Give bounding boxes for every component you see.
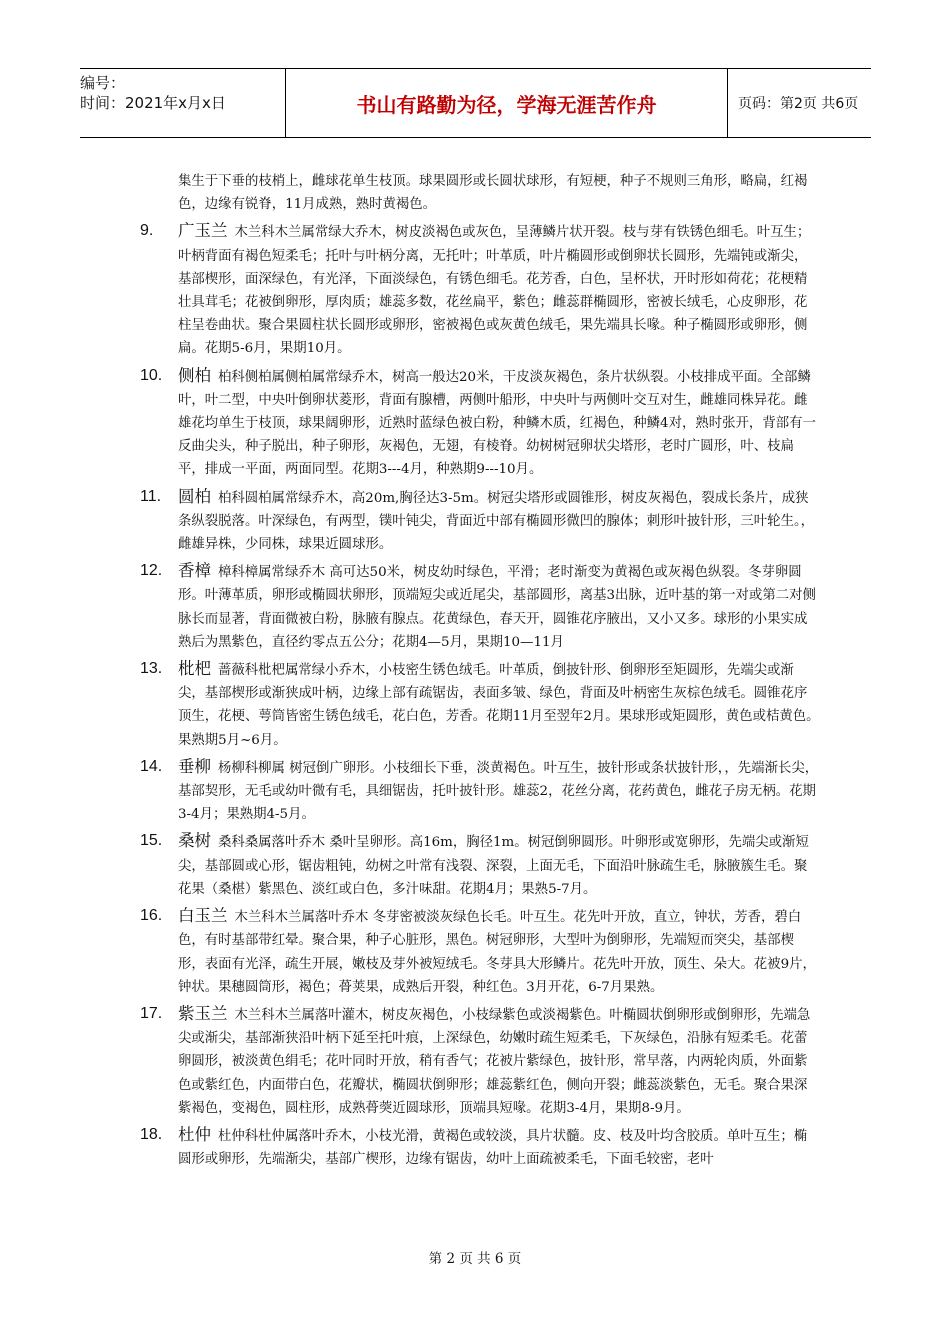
plant-description: 蔷薇科枇杷属常绿小乔木，小枝密生锈色绒毛。叶革质，倒披针形、倒卵形至矩圆形，先端尖或渐尖，基部楔形或渐狭成叶柄，边缘上部有疏锯齿，表面多皱、绿色，背面及叶柄密生灰棕色绒毛。圆锥花序顶生，花梗、萼筒皆密生锈色绒毛，花白色，芳香。花期11月至翌年2月。果球形或矩圆形，黄色或桔黄色。果熟期5月~6月。: [178, 663, 820, 748]
plant-entry: [140, 1002, 820, 1120]
plant-entry: [140, 755, 820, 827]
plant-entry: [140, 829, 820, 901]
plant-description: 桑科桑属落叶乔木 桑叶呈卵形。高16m，胸径1m。树冠倒卵圆形。叶卵形或宽卵形，先端尖或渐短尖，基部圆或心形，锯齿粗钝，幼树之叶常有浅裂、深裂，上面无毛，下面沿叶脉疏生毛，脉腋簇生毛。聚花果（桑椹）紫黑色、淡红或白色，多汁味甜。花期4月；果熟5-7月。: [178, 835, 809, 897]
header-motto: 书山有路勤为径，学海无涯苦作舟: [285, 69, 728, 137]
entry-number: 18.: [140, 1125, 163, 1143]
plant-name: 香樟: [178, 561, 211, 581]
entry-number: 15.: [140, 832, 163, 850]
entry-number: 9.: [140, 222, 154, 240]
plant-name: 圆柏: [178, 486, 211, 506]
plant-entry: [140, 559, 820, 654]
plant-description: 杜仲科杜仲属落叶乔木，小枝光滑，黄褐色或较淡，具片状髓。皮、枝及叶均含胶质。单叶互生；椭圆形或卵形，先端渐尖，基部广楔形，边缘有锯齿，幼叶上面疏被柔毛，下面毛较密，老叶: [178, 1128, 808, 1168]
plant-description: 樟科樟属常绿乔木 高可达50米，树皮幼时绿色，平滑；老时渐变为黄褐色或灰褐色纵裂。冬芽卵圆形。叶薄革质，卵形或椭圆状卵形，顶端短尖或近尾尖，基部圆形，离基3出脉，近叶基的第一对或第二对侧脉长而显著，背面微被白粉，脉腋有腺点。花黄绿色，春天开，圆锥花序腋出，又小又多。球形的小果实成熟后为黑紫色，直径约零点五公分；花期4—5月，果期10—11月: [178, 565, 816, 650]
entry-number: 12.: [140, 562, 163, 580]
plant-description: 杨柳科柳属 树冠倒广卵形。小枝细长下垂，淡黄褐色。叶互生，披针形或条状披针形，，先端渐长尖，基部契形，无毛或幼叶微有毛，具细锯齿，托叶披针形。雄蕊2，花丝分离，花药黄色，雌花子房无柄。花期3-4月；果熟期4-5月。: [178, 760, 819, 823]
plant-name: 广玉兰: [178, 221, 228, 241]
entry-number: 16.: [140, 907, 163, 925]
plant-name: 侧柏: [178, 365, 211, 385]
plant-entry: [140, 364, 820, 482]
entry-number: 11.: [140, 487, 162, 505]
plant-entry: [140, 485, 820, 557]
plant-name: 杜仲: [178, 1124, 211, 1144]
plant-name: 白玉兰: [178, 906, 228, 926]
plant-entry-list: [140, 219, 820, 1171]
plant-entry: [140, 904, 820, 999]
plant-description: 木兰科木兰属落叶灌木，树皮灰褐色，小枝绿紫色或淡褐紫色。叶椭圆状倒卵形或倒卵形，先端急尖或渐尖，基部渐狭沿叶柄下延至托叶痕，上深绿色，幼嫩时疏生短柔毛，下灰绿色，沿脉有短柔毛。花蕾卵圆形，被淡黄色绢毛；花叶同时开放，稍有香气；花被片紫绿色，披针形，常早落，内两轮肉质，外面紫色或紫红色，内面带白色，花瓣状，椭圆状倒卵形；雄蕊紫红色，侧向开裂；雌蕊淡紫色，无毛。聚合果深紫褐色，变褐色，圆柱形，成熟蓇葖近圆球形，顶端具短喙。花期3-4月，果期8-9月。: [178, 1007, 811, 1116]
entry-number: 10.: [140, 366, 163, 384]
header-meta: [80, 69, 285, 137]
entry-number: 17.: [140, 1004, 163, 1022]
entry-number: 13.: [140, 660, 163, 678]
plant-entry: [140, 219, 820, 360]
document-number-label: 编号：: [80, 74, 126, 92]
plant-description: 木兰科木兰属落叶乔木 冬芽密被淡灰绿色长毛。叶互生。花先叶开放，直立，钟状，芳香，碧白色，有时基部带红晕。聚合果，种子心脏形，黑色。树冠卵形，大型叶为倒卵形，先端短而突尖，基部楔形，表面有光泽，疏生开展，嫩枝及芽外被短绒毛。冬芽具大形鳞片。花先叶开放，顶生、朵大。花被9片，钟状。果穗圆筒形，褐色；蓇荚果，成熟后开裂，种红色。3月开花，6-7月果熟。: [178, 910, 816, 995]
plant-description: 木兰科木兰属常绿大乔木，树皮淡褐色或灰色，呈薄鳞片状开裂。枝与芽有铁锈色细毛。叶互生；叶柄背面有褐色短柔毛；托叶与叶柄分离，无托叶；叶革质，叶片椭圆形或倒卵状长圆形，先端钝或渐尖，基部楔形，面深绿色，有光泽，下面淡绿色，有锈色细毛。花芳香，白色，呈杯状，开时形如荷花；花梗精壮具茸毛；花被倒卵形，厚肉质；雄蕊多数，花丝扁平，紫色；雌蕊群椭圆形，密被长绒毛，心皮卵形，花柱呈卷曲状。聚合果圆柱状长圆形或卵形，密被褐色或灰黄色绒毛，果先端具长喙。种子椭圆形或卵形，侧扁。花期5-6月，果期10月。: [178, 225, 811, 357]
plant-name: 垂柳: [178, 756, 211, 776]
document-body: [140, 170, 820, 1174]
plant-entry: [140, 657, 820, 752]
plant-entry: [140, 1123, 820, 1171]
plant-name: 紫玉兰: [178, 1003, 228, 1023]
plant-name: 枇杷: [178, 659, 211, 679]
plant-name: 桑树: [178, 831, 211, 851]
page-header: [80, 68, 871, 138]
plant-description: 柏科圆柏属常绿乔木，高20m,胸径达3-5m。树冠尖塔形或圆锥形，树皮灰褐色，裂成长条片，成狭条纵裂脱落。叶深绿色，有两型，镤叶钝尖，背面近中部有椭圆形微凹的腺体；刺形叶披针形，三叶轮生。，雌雄异株，少同株，球果近圆球形。: [178, 490, 815, 553]
page-footer: 第 2 页 共 6 页: [428, 1251, 522, 1267]
continued-paragraph: 集生于下垂的枝梢上，雌球花单生枝顶。球果圆形或长圆状球形，有短梗，种子不规则三角形，略扁，红褐色，边缘有锐脊，11月成熟，熟时黄褐色。: [178, 174, 808, 213]
document-date: 时间：2021年x月x日: [80, 94, 226, 112]
entry-number: 14.: [140, 757, 163, 775]
header-page-info: 页码：第2页 共6页: [738, 96, 859, 112]
plant-description: 柏科侧柏属侧柏属常绿乔木，树高一般达20米，干皮淡灰褐色，条片状纵裂。小枝排成平面。全部鳞叶，叶二型，中央叶倒卵状菱形，背面有腺槽，两侧叶船形，中央叶与两侧叶交互对生，雌雄同株异花。雌雄花均单生于枝顶，球果阔卵形，近熟时蓝绿色被白粉，种鳞木质，红褐色，种鳞4对，熟时张开，背部有一反曲尖头，种子脱出，种子卵形，灰褐色，无翅，有棱脊。幼树树冠卵状尖塔形，老时广圆形，叶、枝扁平，排成一平面，两面同型。花期3---4月，种熟期9---10月。: [178, 369, 816, 478]
